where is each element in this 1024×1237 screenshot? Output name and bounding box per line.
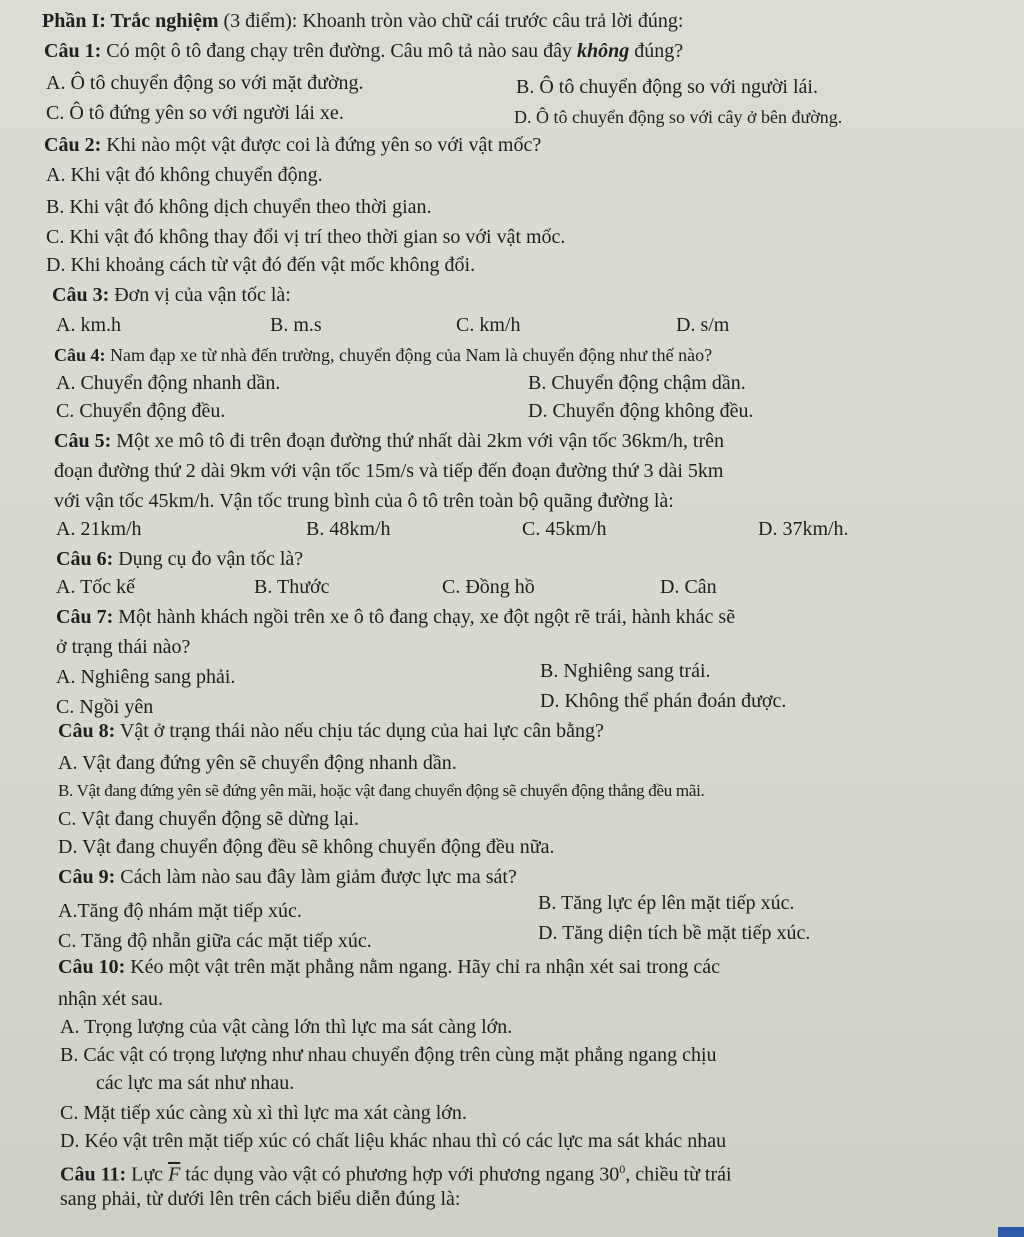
q2-option-d: D. Khi khoảng cách từ vật đó đến vật mốc không đổi. xyxy=(46,254,476,276)
q9-option-c: C. Tăng độ nhẵn giữa các mặt tiếp xúc. xyxy=(58,930,372,952)
q2-option-c: C. Khi vật đó không thay đổi vị trí theo thời gian so với vật mốc. xyxy=(46,226,566,248)
q5-label: Câu 5: xyxy=(54,430,112,452)
q3-option-c: C. km/h xyxy=(456,314,521,336)
q3-stem xyxy=(52,282,291,308)
part-title: Phần I: Trắc nghiệm xyxy=(42,10,219,32)
q4-option-a: A. Chuyển động nhanh dần. xyxy=(56,372,281,394)
q5-text-line1: Một xe mô tô đi trên đoạn đường thứ nhất dài 2km với vận tốc 36km/h, trên xyxy=(111,430,724,452)
q9-text: Cách làm nào sau đây làm giảm được lực ma sát? xyxy=(115,866,517,888)
q11-text-c: , chiều từ trái xyxy=(625,1163,732,1186)
q8-option-c: C. Vật đang chuyển động sẽ dừng lại. xyxy=(58,808,359,830)
q7-option-b: B. Nghiêng sang trái. xyxy=(540,660,711,682)
q6-option-a: A. Tốc kế xyxy=(56,576,136,598)
q3-label: Câu 3: xyxy=(52,284,110,306)
q6-stem xyxy=(56,546,303,572)
q5-stem-line1 xyxy=(54,428,724,454)
q5-option-c: C. 45km/h xyxy=(522,518,607,540)
q11-text-b: tác dụng vào vật có phương hợp với phương ngang 30 xyxy=(180,1163,620,1186)
q1-text-a: Có một ô tô đang chạy trên đường. Câu mô tả nào sau đây xyxy=(101,40,578,62)
q7-option-d: D. Không thể phán đoán được. xyxy=(540,690,787,712)
q1-option-c: C. Ô tô đứng yên so với người lái xe. xyxy=(46,102,344,124)
q7-stem-line2: ở trạng thái nào? xyxy=(56,636,191,658)
q10-option-d: D. Kéo vật trên mặt tiếp xúc có chất liệu khác nhau thì có các lực ma sát khác nhau xyxy=(60,1130,727,1152)
q6-option-d: D. Cân xyxy=(660,576,717,598)
q1-option-d: D. Ô tô chuyển động so với cây ở bên đường. xyxy=(514,107,843,127)
q8-stem xyxy=(58,718,604,744)
q9-option-a: A.Tăng độ nhám mặt tiếp xúc. xyxy=(58,900,302,922)
q11-text-a: Lực xyxy=(126,1163,169,1186)
q8-label: Câu 8: xyxy=(58,720,116,742)
q2-option-b: B. Khi vật đó không dịch chuyển theo thời gian. xyxy=(46,196,432,218)
q3-option-d: D. s/m xyxy=(676,314,730,336)
q2-text: Khi nào một vật được coi là đứng yên so với vật mốc? xyxy=(101,134,542,156)
q9-option-b: B. Tăng lực ép lên mặt tiếp xúc. xyxy=(538,892,795,914)
q6-option-c: C. Đồng hồ xyxy=(442,576,535,598)
blue-corner-edge xyxy=(998,1227,1024,1237)
q4-stem xyxy=(54,342,712,368)
q9-stem xyxy=(58,864,517,890)
q5-option-b: B. 48km/h xyxy=(306,518,391,540)
q1-stem xyxy=(44,38,683,64)
q11-stem-line1 xyxy=(60,1156,732,1188)
q11-label: Câu 11: xyxy=(60,1163,127,1186)
q3-text: Đơn vị của vận tốc là: xyxy=(109,284,291,306)
q4-option-d: D. Chuyển động không đều. xyxy=(528,400,754,422)
q4-label: Câu 4: xyxy=(54,345,106,365)
q9-option-d: D. Tăng diện tích bề mặt tiếp xúc. xyxy=(538,922,811,944)
q3-option-b: B. m.s xyxy=(270,314,322,336)
q2-option-a: A. Khi vật đó không chuyển động. xyxy=(46,164,323,186)
q10-option-c: C. Mặt tiếp xúc càng xù xì thì lực ma xát càng lớn. xyxy=(60,1102,467,1124)
q7-option-c: C. Ngồi yên xyxy=(56,696,154,718)
q9-label: Câu 9: xyxy=(58,866,116,888)
q10-option-b-line2: các lực ma sát như nhau. xyxy=(96,1072,295,1094)
q2-label: Câu 2: xyxy=(44,134,102,156)
q4-text: Nam đạp xe từ nhà đến trường, chuyển động của Nam là chuyển động như thế nào? xyxy=(105,345,713,365)
q1-label: Câu 1: xyxy=(44,40,102,62)
part-heading xyxy=(42,8,683,34)
q3-option-a: A. km.h xyxy=(56,314,121,336)
q10-option-b-line1: B. Các vật có trọng lượng như nhau chuyển động trên cùng mặt phẳng ngang chịu xyxy=(60,1044,717,1066)
q8-option-a: A. Vật đang đứng yên sẽ chuyển động nhanh dần. xyxy=(58,752,457,774)
q5-stem-line2: đoạn đường thứ 2 dài 9km với vận tốc 15m/s và tiếp đến đoạn đường thứ 3 dài 5km xyxy=(54,460,724,482)
q4-option-b: B. Chuyển động chậm dần. xyxy=(528,372,746,394)
q7-label: Câu 7: xyxy=(56,606,114,628)
q8-option-d: D. Vật đang chuyển động đều sẽ không chuyển động đều nữa. xyxy=(58,836,555,858)
q8-option-b: B. Vật đang đứng yên sẽ đứng yên mãi, hoặc vật đang chuyển động sẽ chuyển động thẳng đều mãi. xyxy=(58,781,705,800)
q10-stem-line2: nhận xét sau. xyxy=(58,988,163,1010)
q10-text-line1: Kéo một vật trên mặt phẳng nằm ngang. Hãy chỉ ra nhận xét sai trong các xyxy=(125,956,721,978)
part-instruction: (3 điểm): Khoanh tròn vào chữ cái trước câu trả lời đúng: xyxy=(218,10,684,32)
q4-option-c: C. Chuyển động đều. xyxy=(56,400,226,422)
q7-stem-line1 xyxy=(56,604,735,630)
q6-text: Dụng cụ đo vận tốc là? xyxy=(113,548,304,570)
force-vector-symbol: $\overline{F}$ xyxy=(168,1163,181,1186)
q5-stem-line3: với vận tốc 45km/h. Vận tốc trung bình của ô tô trên toàn bộ quãng đường là: xyxy=(54,490,674,512)
degree-superscript: 0 xyxy=(619,1162,626,1176)
q1-option-a: A. Ô tô chuyển động so với mặt đường. xyxy=(46,72,364,94)
q1-option-b: B. Ô tô chuyển động so với người lái. xyxy=(516,76,818,98)
q1-emphasis: không xyxy=(577,40,630,62)
q10-label: Câu 10: xyxy=(58,956,126,978)
q10-option-a: A. Trọng lượng của vật càng lớn thì lực ma sát càng lớn. xyxy=(60,1016,513,1038)
q2-stem xyxy=(44,132,541,158)
q7-option-a: A. Nghiêng sang phải. xyxy=(56,666,236,688)
q10-stem-line1 xyxy=(58,954,720,980)
q11-stem-line2: sang phải, từ dưới lên trên cách biểu diễn đúng là: xyxy=(60,1188,461,1210)
q6-option-b: B. Thước xyxy=(254,576,330,598)
q8-text: Vật ở trạng thái nào nếu chịu tác dụng của hai lực cân bằng? xyxy=(115,720,604,742)
q5-option-d: D. 37km/h. xyxy=(758,518,849,540)
q6-label: Câu 6: xyxy=(56,548,114,570)
q7-text-line1: Một hành khách ngồi trên xe ô tô đang chạy, xe đột ngột rẽ trái, hành khác sẽ xyxy=(113,606,736,628)
q5-option-a: A. 21km/h xyxy=(56,518,142,540)
q1-text-b: đúng? xyxy=(629,40,684,62)
